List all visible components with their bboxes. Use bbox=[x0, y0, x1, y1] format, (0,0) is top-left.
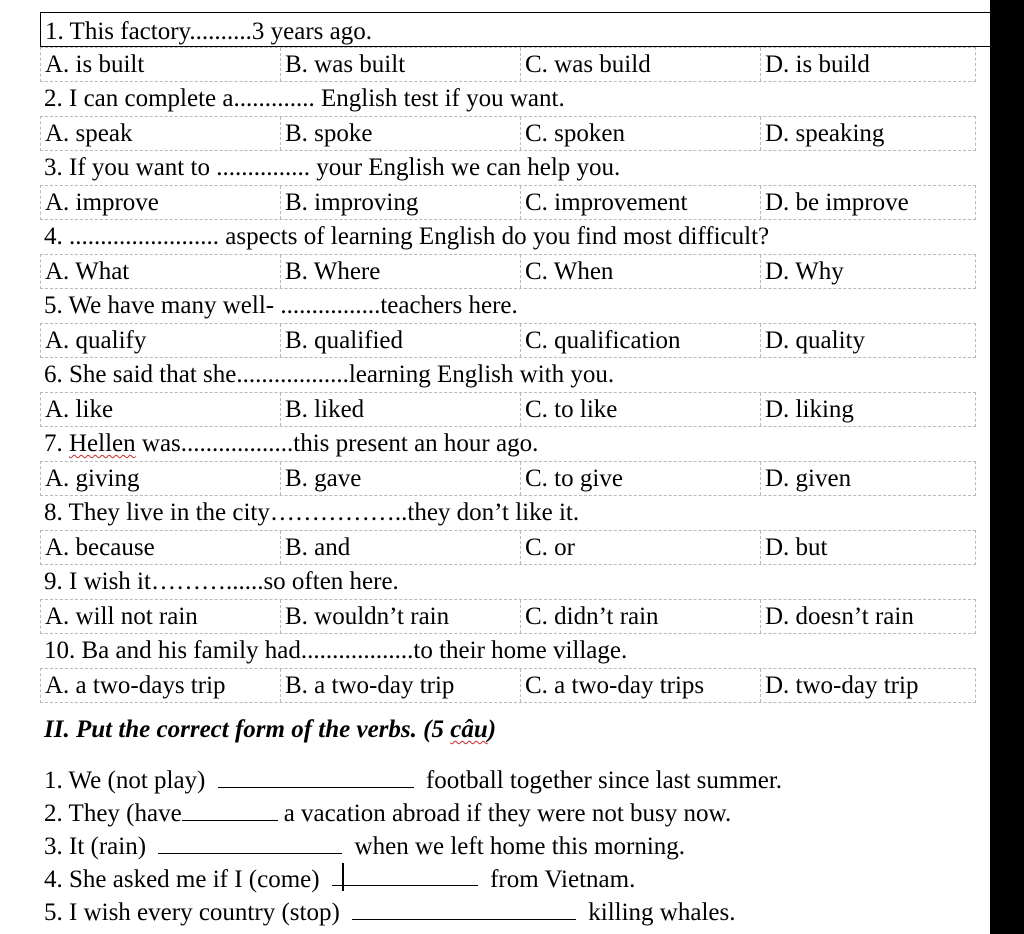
verb-item bbox=[44, 764, 782, 797]
option-a: A. a two-days trip bbox=[41, 669, 281, 702]
option-a: A. What bbox=[41, 255, 281, 288]
option-c: C. improvement bbox=[521, 186, 761, 219]
option-b: B. and bbox=[281, 531, 521, 564]
question-stem: 5. We have many well- ................teachers here. bbox=[44, 292, 518, 319]
answer-blank[interactable] bbox=[182, 798, 278, 821]
option-a: A. because bbox=[41, 531, 281, 564]
option-row bbox=[40, 530, 976, 565]
answer-blank[interactable] bbox=[352, 897, 576, 920]
option-row bbox=[40, 461, 976, 496]
option-c: C. a two-day trips bbox=[521, 669, 761, 702]
verb-prompt: 3. It (rain) bbox=[44, 833, 147, 860]
option-row bbox=[40, 599, 976, 634]
question-stem: 9. I wish it………......so often here. bbox=[44, 568, 399, 595]
verb-item bbox=[44, 797, 782, 830]
option-row bbox=[40, 392, 976, 427]
question-stem: 1. This factory..........3 years ago. bbox=[40, 12, 990, 47]
option-d: D. liking bbox=[765, 396, 854, 423]
option-b: B. was built bbox=[281, 48, 521, 81]
option-a: A. giving bbox=[41, 462, 281, 495]
verb-prompt: 4. She asked me if I (come) bbox=[44, 866, 320, 893]
option-b: B. wouldn’t rain bbox=[281, 600, 521, 633]
section-heading-end: ) bbox=[487, 716, 497, 743]
option-row bbox=[40, 116, 976, 151]
option-d: D. two-day trip bbox=[765, 672, 919, 699]
option-b: B. qualified bbox=[281, 324, 521, 357]
option-a: A. improve bbox=[41, 186, 281, 219]
question-stem: 8. They live in the city……………..they don’t like it. bbox=[44, 499, 580, 526]
verb-prompt: 2. They (have bbox=[44, 800, 182, 827]
question-stem: 6. She said that she..................learning English with you. bbox=[44, 361, 615, 388]
spellcheck-word: câu bbox=[450, 716, 488, 743]
verb-continuation: a vacation abroad if they were not busy now. bbox=[283, 800, 732, 827]
verb-continuation: from Vietnam. bbox=[490, 866, 636, 893]
verb-continuation: killing whales. bbox=[588, 899, 736, 926]
option-row bbox=[40, 668, 976, 703]
option-d: D. be improve bbox=[765, 189, 909, 216]
option-c: C. to give bbox=[521, 462, 761, 495]
stem-prefix: 7. bbox=[44, 430, 69, 457]
spellcheck-word: Hellen bbox=[69, 430, 136, 457]
option-row bbox=[40, 254, 976, 289]
question-stem bbox=[40, 427, 990, 461]
option-c: C. didn’t rain bbox=[521, 600, 761, 633]
stem-rest: was..................this present an hour ago. bbox=[135, 430, 539, 457]
option-d: D. doesn’t rain bbox=[765, 603, 914, 630]
option-d: D. given bbox=[765, 465, 852, 492]
option-row bbox=[40, 185, 976, 220]
option-a: A. will not rain bbox=[41, 600, 281, 633]
verb-item bbox=[44, 863, 782, 896]
section-heading bbox=[44, 716, 496, 744]
option-c: C. was build bbox=[521, 48, 761, 81]
text-cursor bbox=[342, 863, 344, 891]
verb-exercise-list bbox=[44, 764, 782, 929]
option-c: C. qualification bbox=[521, 324, 761, 357]
verb-continuation: football together since last summer. bbox=[425, 767, 783, 794]
option-b: B. gave bbox=[281, 462, 521, 495]
option-row bbox=[40, 323, 976, 358]
question-stem: 2. I can complete a............. English test if you want. bbox=[44, 85, 565, 112]
option-row bbox=[40, 47, 976, 82]
verb-prompt: 5. I wish every country (stop) bbox=[44, 899, 340, 926]
option-d: D. but bbox=[765, 534, 828, 561]
option-d: D. quality bbox=[765, 327, 865, 354]
option-c: C. to like bbox=[521, 393, 761, 426]
option-a: A. speak bbox=[41, 117, 281, 150]
option-a: A. like bbox=[41, 393, 281, 426]
option-b: B. a two-day trip bbox=[281, 669, 521, 702]
option-d: D. Why bbox=[765, 258, 844, 285]
option-d: D. speaking bbox=[765, 120, 885, 147]
verb-prompt: 1. We (not play) bbox=[44, 767, 206, 794]
option-b: B. spoke bbox=[281, 117, 521, 150]
question-stem: 10. Ba and his family had..................to their home village. bbox=[44, 637, 628, 664]
section-heading-main: II. Put the correct form of the verbs. (5 bbox=[44, 716, 451, 743]
question-stem: 3. If you want to ............... your English we can help you. bbox=[44, 154, 621, 181]
verb-item bbox=[44, 896, 782, 929]
right-edge-bar bbox=[990, 0, 1024, 934]
option-c: C. spoken bbox=[521, 117, 761, 150]
option-b: B. liked bbox=[281, 393, 521, 426]
option-b: B. improving bbox=[281, 186, 521, 219]
option-b: B. Where bbox=[281, 255, 521, 288]
option-a: A. is built bbox=[41, 48, 281, 81]
option-d: D. is build bbox=[765, 51, 870, 78]
verb-item bbox=[44, 830, 782, 863]
multiple-choice-table bbox=[40, 12, 990, 703]
answer-blank[interactable] bbox=[218, 765, 414, 788]
answer-blank[interactable] bbox=[332, 863, 478, 886]
option-c: C. When bbox=[521, 255, 761, 288]
question-stem: 4. ........................ aspects of learning English do you find most difficult? bbox=[44, 223, 770, 250]
verb-continuation: when we left home this morning. bbox=[354, 833, 686, 860]
option-a: A. qualify bbox=[41, 324, 281, 357]
option-c: C. or bbox=[521, 531, 761, 564]
answer-blank[interactable] bbox=[158, 831, 342, 854]
